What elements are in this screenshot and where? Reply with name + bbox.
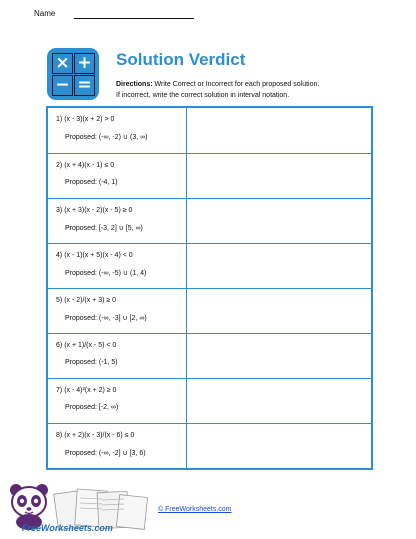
proposed-value: (-4, 1) (98, 179, 118, 186)
proposed-solution (65, 224, 143, 232)
equals-sign-icon: = (74, 75, 95, 96)
table-row (48, 378, 371, 424)
column-divider (186, 244, 187, 289)
problem-text (56, 116, 114, 123)
table-row (48, 153, 371, 199)
table-row (48, 423, 371, 469)
problem-text (56, 297, 116, 304)
problem-text (56, 252, 133, 259)
column-divider (186, 334, 187, 379)
table-row (48, 108, 371, 154)
problem-number: 7) (56, 387, 63, 394)
column-divider (186, 289, 187, 334)
problem-expression: (x + 3)(x - 2)(x - 5) ≥ 0 (64, 207, 133, 214)
problem-expression: (x + 4)(x - 1) ≤ 0 (64, 162, 115, 169)
proposed-label: Proposed: (65, 134, 97, 141)
worksheet-title: Solution Verdict (116, 50, 246, 69)
proposed-value: [-3, 2] ∪ [5, ∞) (98, 225, 143, 232)
problem-number: 6) (56, 342, 63, 349)
column-divider (186, 154, 187, 199)
problem-text (56, 432, 134, 439)
proposed-solution (65, 179, 118, 186)
answer-cell[interactable] (188, 289, 371, 334)
problem-number: 4) (56, 252, 63, 259)
problem-expression: (x - 1)(x + 5)(x - 4) < 0 (64, 252, 133, 259)
table-row (48, 333, 371, 379)
problem-number: 5) (56, 297, 63, 304)
proposed-value: (-∞, -2) ∪ (3, ∞) (98, 134, 148, 141)
table-row (48, 198, 371, 244)
proposed-label: Proposed: (65, 450, 97, 457)
proposed-value: (-∞, -3] ∪ [2, ∞) (98, 315, 147, 322)
problem-text (56, 207, 132, 214)
proposed-label: Proposed: (65, 179, 97, 186)
column-divider (186, 424, 187, 469)
problem-expression: (x - 4)²(x + 2) ≥ 0 (64, 387, 117, 394)
problem-expression: (x - 3)(x + 2) > 0 (64, 116, 115, 123)
proposed-label: Proposed: (65, 359, 97, 366)
proposed-value: (-∞, -2] ∪ [3, 6) (98, 450, 146, 457)
proposed-value: (-∞, -5) ∪ (1, 4) (98, 270, 147, 277)
problem-number: 3) (56, 207, 63, 214)
problem-text (56, 342, 116, 349)
proposed-solution (65, 449, 146, 457)
column-divider (186, 379, 187, 424)
answer-cell[interactable] (188, 379, 371, 424)
proposed-solution (65, 133, 147, 141)
directions-text-line2: If incorrect, write the correct solution in interval notation. (116, 92, 290, 99)
plus-sign-icon: + (74, 53, 95, 74)
name-line[interactable] (74, 18, 194, 19)
proposed-label: Proposed: (65, 315, 97, 322)
answer-cell[interactable] (188, 244, 371, 289)
directions-text-line1: Write Correct or Incorrect for each proposed solution. (152, 81, 320, 88)
problem-text (56, 162, 114, 169)
problem-text (56, 387, 116, 394)
answer-cell[interactable] (188, 154, 371, 199)
brand-logo-text: FreeWorksheets.com (22, 523, 113, 533)
answer-cell[interactable] (188, 199, 371, 244)
minus-sign-icon: − (52, 75, 73, 96)
column-divider (186, 199, 187, 244)
answer-cell[interactable] (188, 108, 371, 154)
problems-table (46, 106, 373, 470)
name-label: Name (34, 9, 56, 18)
column-divider (186, 108, 187, 154)
proposed-label: Proposed: (65, 270, 97, 277)
proposed-solution (65, 314, 147, 322)
problem-number: 1) (56, 116, 63, 123)
copyright-link[interactable]: © FreeWorksheets.com (158, 506, 232, 513)
proposed-label: Proposed: (65, 225, 97, 232)
answer-cell[interactable] (188, 424, 371, 469)
proposed-value: (-1, 5) (98, 359, 118, 366)
answer-cell[interactable] (188, 334, 371, 379)
problem-expression: (x - 2)/(x + 3) ≥ 0 (64, 297, 117, 304)
multiply-sign-icon: × (52, 53, 73, 74)
table-row (48, 288, 371, 334)
directions-label: Directions: (116, 81, 153, 88)
directions (116, 79, 378, 101)
calculator-operations-icon (47, 48, 99, 100)
table-row (48, 243, 371, 289)
proposed-label: Proposed: (65, 404, 97, 411)
proposed-solution (65, 359, 118, 366)
proposed-value: [-2, ∞) (98, 404, 119, 411)
problem-number: 2) (56, 162, 63, 169)
proposed-solution (65, 269, 146, 277)
proposed-solution (65, 404, 118, 411)
problem-expression: (x + 2)(x - 3)/(x - 6) ≤ 0 (64, 432, 135, 439)
problem-expression: (x + 1)/(x - 5) < 0 (64, 342, 117, 349)
problem-number: 8) (56, 432, 63, 439)
